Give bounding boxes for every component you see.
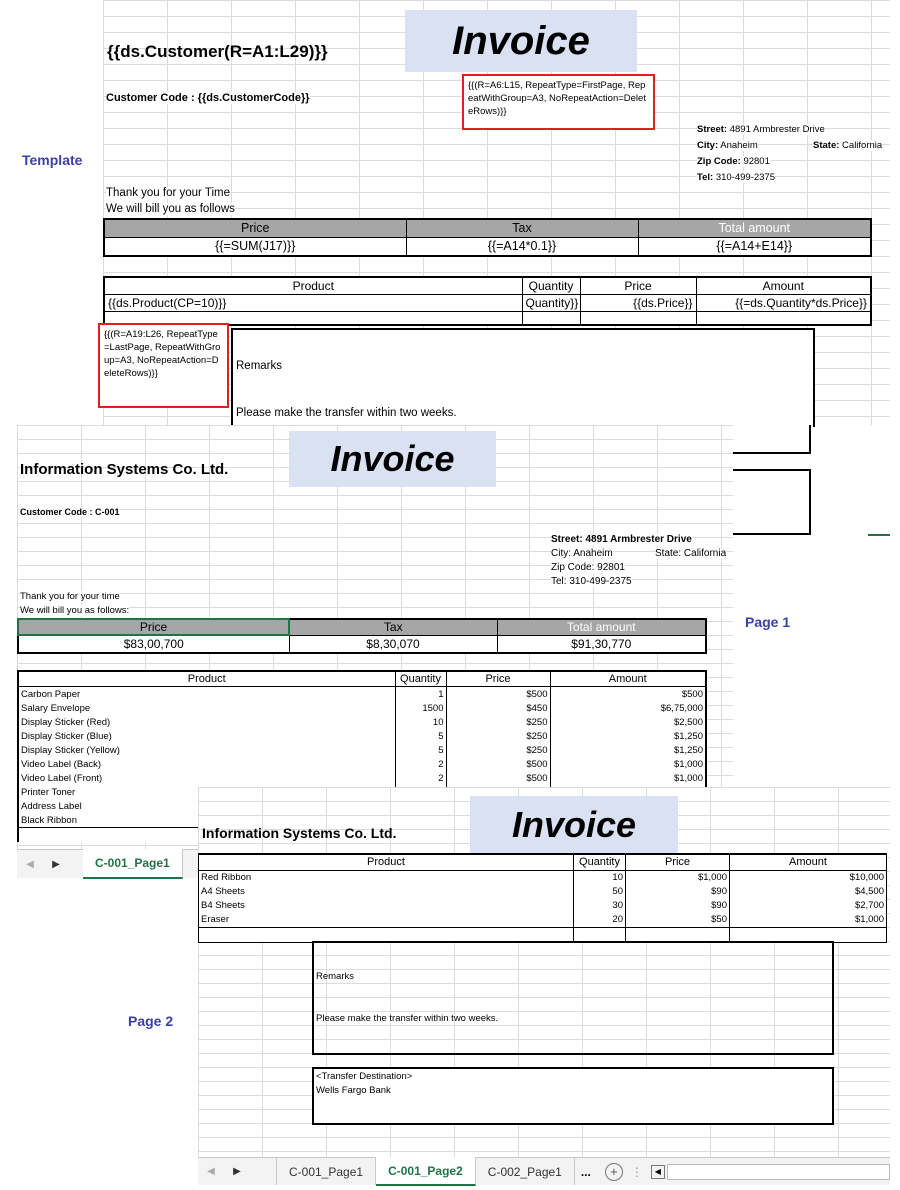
template-quantity-header: Quantity <box>522 277 580 294</box>
page1-tel: Tel: 310-499-2375 <box>551 576 632 587</box>
template-transfer-note: Please make the transfer within two weeks. <box>236 407 457 419</box>
scroll-left-icon[interactable]: ◀ <box>651 1165 665 1179</box>
template-summary-tax: {{=A14*0.1}} <box>406 237 638 256</box>
template-box-edge <box>809 425 811 453</box>
page1-item-quantity: 1500 <box>395 701 446 715</box>
page1-item-row <box>18 701 706 715</box>
page2-amount-header: Amount <box>730 854 887 870</box>
page2-quantity-header: Quantity <box>574 854 626 870</box>
page1-item-product: Printer Toner <box>18 785 395 799</box>
page2-tab-bar <box>198 1157 890 1185</box>
page1-item-quantity: 10 <box>395 715 446 729</box>
page1-summary-total: $91,30,770 <box>497 635 706 653</box>
template-remarks-box <box>231 328 815 427</box>
page2-remarks-label: Remarks <box>316 971 355 982</box>
page1-item-product: Display Sticker (Yellow) <box>18 743 395 757</box>
page2-item-row <box>199 913 887 928</box>
page2-label: Page 2 <box>128 1013 174 1029</box>
tab-c001-page2[interactable]: C-001_Page2 <box>376 1157 476 1186</box>
page1-item-price: $250 <box>446 715 550 729</box>
page1-state: State: California <box>655 548 727 559</box>
page1-item-price: $500 <box>446 687 550 702</box>
template-invoice-banner: Invoice <box>405 10 637 72</box>
template-box-edge <box>733 452 811 454</box>
page2-transfer-box <box>312 1067 834 1125</box>
template-thank-text: Thank you for your Time <box>106 187 230 199</box>
page1-item-product: Address Label <box>18 799 395 813</box>
page2-transfer-dest-label: <Transfer Destination> <box>316 1071 413 1082</box>
template-price-header: Price <box>580 277 696 294</box>
page1-item-row <box>18 729 706 743</box>
page2-item-quantity: 20 <box>574 913 626 928</box>
page2-product-header: Product <box>199 854 574 870</box>
template-box-edge <box>733 469 811 471</box>
page2-item-price: $1,000 <box>626 870 730 885</box>
page2-item-quantity: 10 <box>574 870 626 885</box>
template-first-page-note: {{(R=A6:L15, RepeatType=FirstPage, RepeatWithGroup=A3, NoRepeatAction=DeleteRows)}} <box>462 74 655 130</box>
template-price-field: {{ds.Price}} <box>580 294 696 311</box>
page1-item-quantity: 2 <box>395 771 446 785</box>
page1-item-price: $250 <box>446 743 550 757</box>
template-amount-header: Amount <box>696 277 871 294</box>
page1-item-price: $500 <box>446 757 550 771</box>
template-zip: Zip Code: 92801 <box>697 156 770 167</box>
page2-item-product: A4 Sheets <box>199 885 574 899</box>
page1-summary-total-header: Total amount <box>497 619 706 635</box>
page1-customer-code: Customer Code : C-001 <box>20 507 120 517</box>
page2-item-price: $50 <box>626 913 730 928</box>
page1-item-amount: $1,000 <box>550 757 706 771</box>
page1-item-row <box>18 687 706 702</box>
page1-item-amount: $1,250 <box>550 743 706 757</box>
page1-item-price: $500 <box>446 771 550 785</box>
page1-summary-tax-header: Tax <box>289 619 497 635</box>
page1-item-row <box>18 771 706 785</box>
page2-item-row <box>199 899 887 913</box>
page1-summary-tax: $8,30,070 <box>289 635 497 653</box>
template-state: State: California <box>813 140 883 151</box>
page1-item-product: Display Sticker (Red) <box>18 715 395 729</box>
page2-item-amount: $10,000 <box>730 870 887 885</box>
page1-bill-text: We will bill you as follows: <box>20 605 130 616</box>
page1-item-amount: $1,000 <box>550 771 706 785</box>
page2-empty-cell <box>626 927 730 942</box>
page1-tab-bar <box>17 849 198 878</box>
template-amount-field: {{=ds.Quantity*ds.Price}} <box>696 294 871 311</box>
page2-item-amount: $4,500 <box>730 885 887 899</box>
page2-item-row <box>199 870 887 885</box>
page1-item-amount: $6,75,000 <box>550 701 706 715</box>
template-summary-price: {{=SUM(J17)}} <box>104 237 406 256</box>
page1-tab-c001-page1[interactable]: C-001_Page1 <box>83 849 183 879</box>
page1-product-header: Product <box>18 671 395 687</box>
page1-amount-header: Amount <box>550 671 706 687</box>
page2-item-row <box>199 885 887 899</box>
page2-item-price: $90 <box>626 899 730 913</box>
template-items-table <box>103 276 872 326</box>
page2-item-product: Eraser <box>199 913 574 928</box>
template-quantity-field: Quantity}} <box>522 294 580 311</box>
page2-item-product: Red Ribbon <box>199 870 574 885</box>
tab-splitter-icon[interactable]: ⋮ <box>630 1164 643 1179</box>
page1-company-name: Information Systems Co. Ltd. <box>20 461 229 478</box>
page2-transfer-note: Please make the transfer within two weeks. <box>316 1013 499 1024</box>
tab-c002-page1[interactable]: C-002_Page1 <box>476 1158 575 1185</box>
template-city: City: Anaheim <box>697 140 758 151</box>
page1-summary-price: $83,00,700 <box>18 635 289 653</box>
template-product-header: Product <box>104 277 522 294</box>
prev-sheet-icon[interactable]: ◀ <box>26 858 34 870</box>
next-sheet-icon[interactable]: ▶ <box>233 1166 241 1177</box>
page2-item-amount: $2,700 <box>730 899 887 913</box>
page1-item-amount: $500 <box>550 687 706 702</box>
page2-price-header: Price <box>626 854 730 870</box>
page2-company-name: Information Systems Co. Ltd. <box>202 825 397 841</box>
page1-quantity-header: Quantity <box>395 671 446 687</box>
page1-item-product: Display Sticker (Blue) <box>18 729 395 743</box>
page1-street: Street: 4891 Armbrester Drive <box>551 534 692 545</box>
template-product-field: {{ds.Product(CP=10)}} <box>104 294 522 311</box>
page1-item-product: Carbon Paper <box>18 687 395 702</box>
template-customer-field: {{ds.Customer(R=A1:L29)}} <box>107 42 328 61</box>
page1-invoice-banner: Invoice <box>289 431 496 487</box>
template-box-edge <box>809 469 811 535</box>
page2-item-quantity: 30 <box>574 899 626 913</box>
tab-c001-page1[interactable]: C-001_Page1 <box>276 1158 376 1185</box>
page1-item-product: Black Ribbon <box>18 813 395 828</box>
template-summary-total-header: Total amount <box>638 219 871 237</box>
template-street: Street: 4891 Armbrester Drive <box>697 124 825 135</box>
page2-remarks-box <box>312 941 834 1055</box>
page2-item-quantity: 50 <box>574 885 626 899</box>
template-tel: Tel: 310-499-2375 <box>697 172 775 183</box>
page1-item-quantity: 2 <box>395 757 446 771</box>
page1-item-product: Salary Envelope <box>18 701 395 715</box>
page1-summary-table <box>17 618 707 654</box>
template-last-page-note: {{(R=A19:L26, RepeatType=LastPage, RepeatWithGroup=A3, NoRepeatAction=DeleteRows)}} <box>98 323 229 408</box>
template-label: Template <box>22 152 83 168</box>
page1-item-price: $450 <box>446 701 550 715</box>
more-tabs-button[interactable]: ... <box>580 1164 591 1179</box>
page1-city: City: Anaheim <box>551 548 613 559</box>
template-summary-tax-header: Tax <box>406 219 638 237</box>
template-bill-text: We will bill you as follows <box>106 203 235 215</box>
page2-item-amount: $1,000 <box>730 913 887 928</box>
page2-invoice-banner: Invoice <box>470 796 678 854</box>
template-summary-total: {{=A14+E14}} <box>638 237 871 256</box>
page2-items-table <box>198 853 887 943</box>
page1-summary-price-header[interactable]: Price <box>18 619 289 635</box>
page1-item-row <box>18 757 706 771</box>
page1-label: Page 1 <box>745 614 791 630</box>
page1-item-quantity: 5 <box>395 729 446 743</box>
page2-transfer-dest: Wells Fargo Bank <box>316 1085 391 1096</box>
page1-item-product: Video Label (Back) <box>18 757 395 771</box>
template-summary-table <box>103 218 872 257</box>
template-selection-edge <box>868 534 890 536</box>
page2-sheet <box>198 787 890 1157</box>
template-box-edge <box>733 533 811 535</box>
page2-item-product: B4 Sheets <box>199 899 574 913</box>
page1-item-quantity: 5 <box>395 743 446 757</box>
page1-item-amount: $1,250 <box>550 729 706 743</box>
page1-item-row <box>18 715 706 729</box>
page1-item-quantity: 1 <box>395 687 446 702</box>
page1-item-price: $250 <box>446 729 550 743</box>
template-customer-code: Customer Code : {{ds.CustomerCode}} <box>106 92 310 104</box>
page1-item-amount: $2,500 <box>550 715 706 729</box>
page1-thank-text: Thank you for your time <box>20 591 120 602</box>
prev-sheet-icon[interactable]: ◀ <box>207 1166 215 1177</box>
page1-price-header: Price <box>446 671 550 687</box>
page2-empty-row <box>199 927 887 942</box>
next-sheet-icon[interactable]: ▶ <box>52 858 60 870</box>
horizontal-scrollbar[interactable] <box>667 1164 890 1180</box>
add-sheet-icon[interactable]: + <box>605 1163 623 1181</box>
page2-item-price: $90 <box>626 885 730 899</box>
template-summary-price-header: Price <box>104 219 406 237</box>
template-remarks-label: Remarks <box>236 360 283 372</box>
page2-empty-cell <box>730 927 887 942</box>
template-sheet <box>103 0 890 425</box>
page1-zip: Zip Code: 92801 <box>551 562 625 573</box>
page1-item-product: Video Label (Front) <box>18 771 395 785</box>
page2-empty-cell <box>199 927 574 942</box>
page1-item-row <box>18 743 706 757</box>
page2-empty-cell <box>574 927 626 942</box>
